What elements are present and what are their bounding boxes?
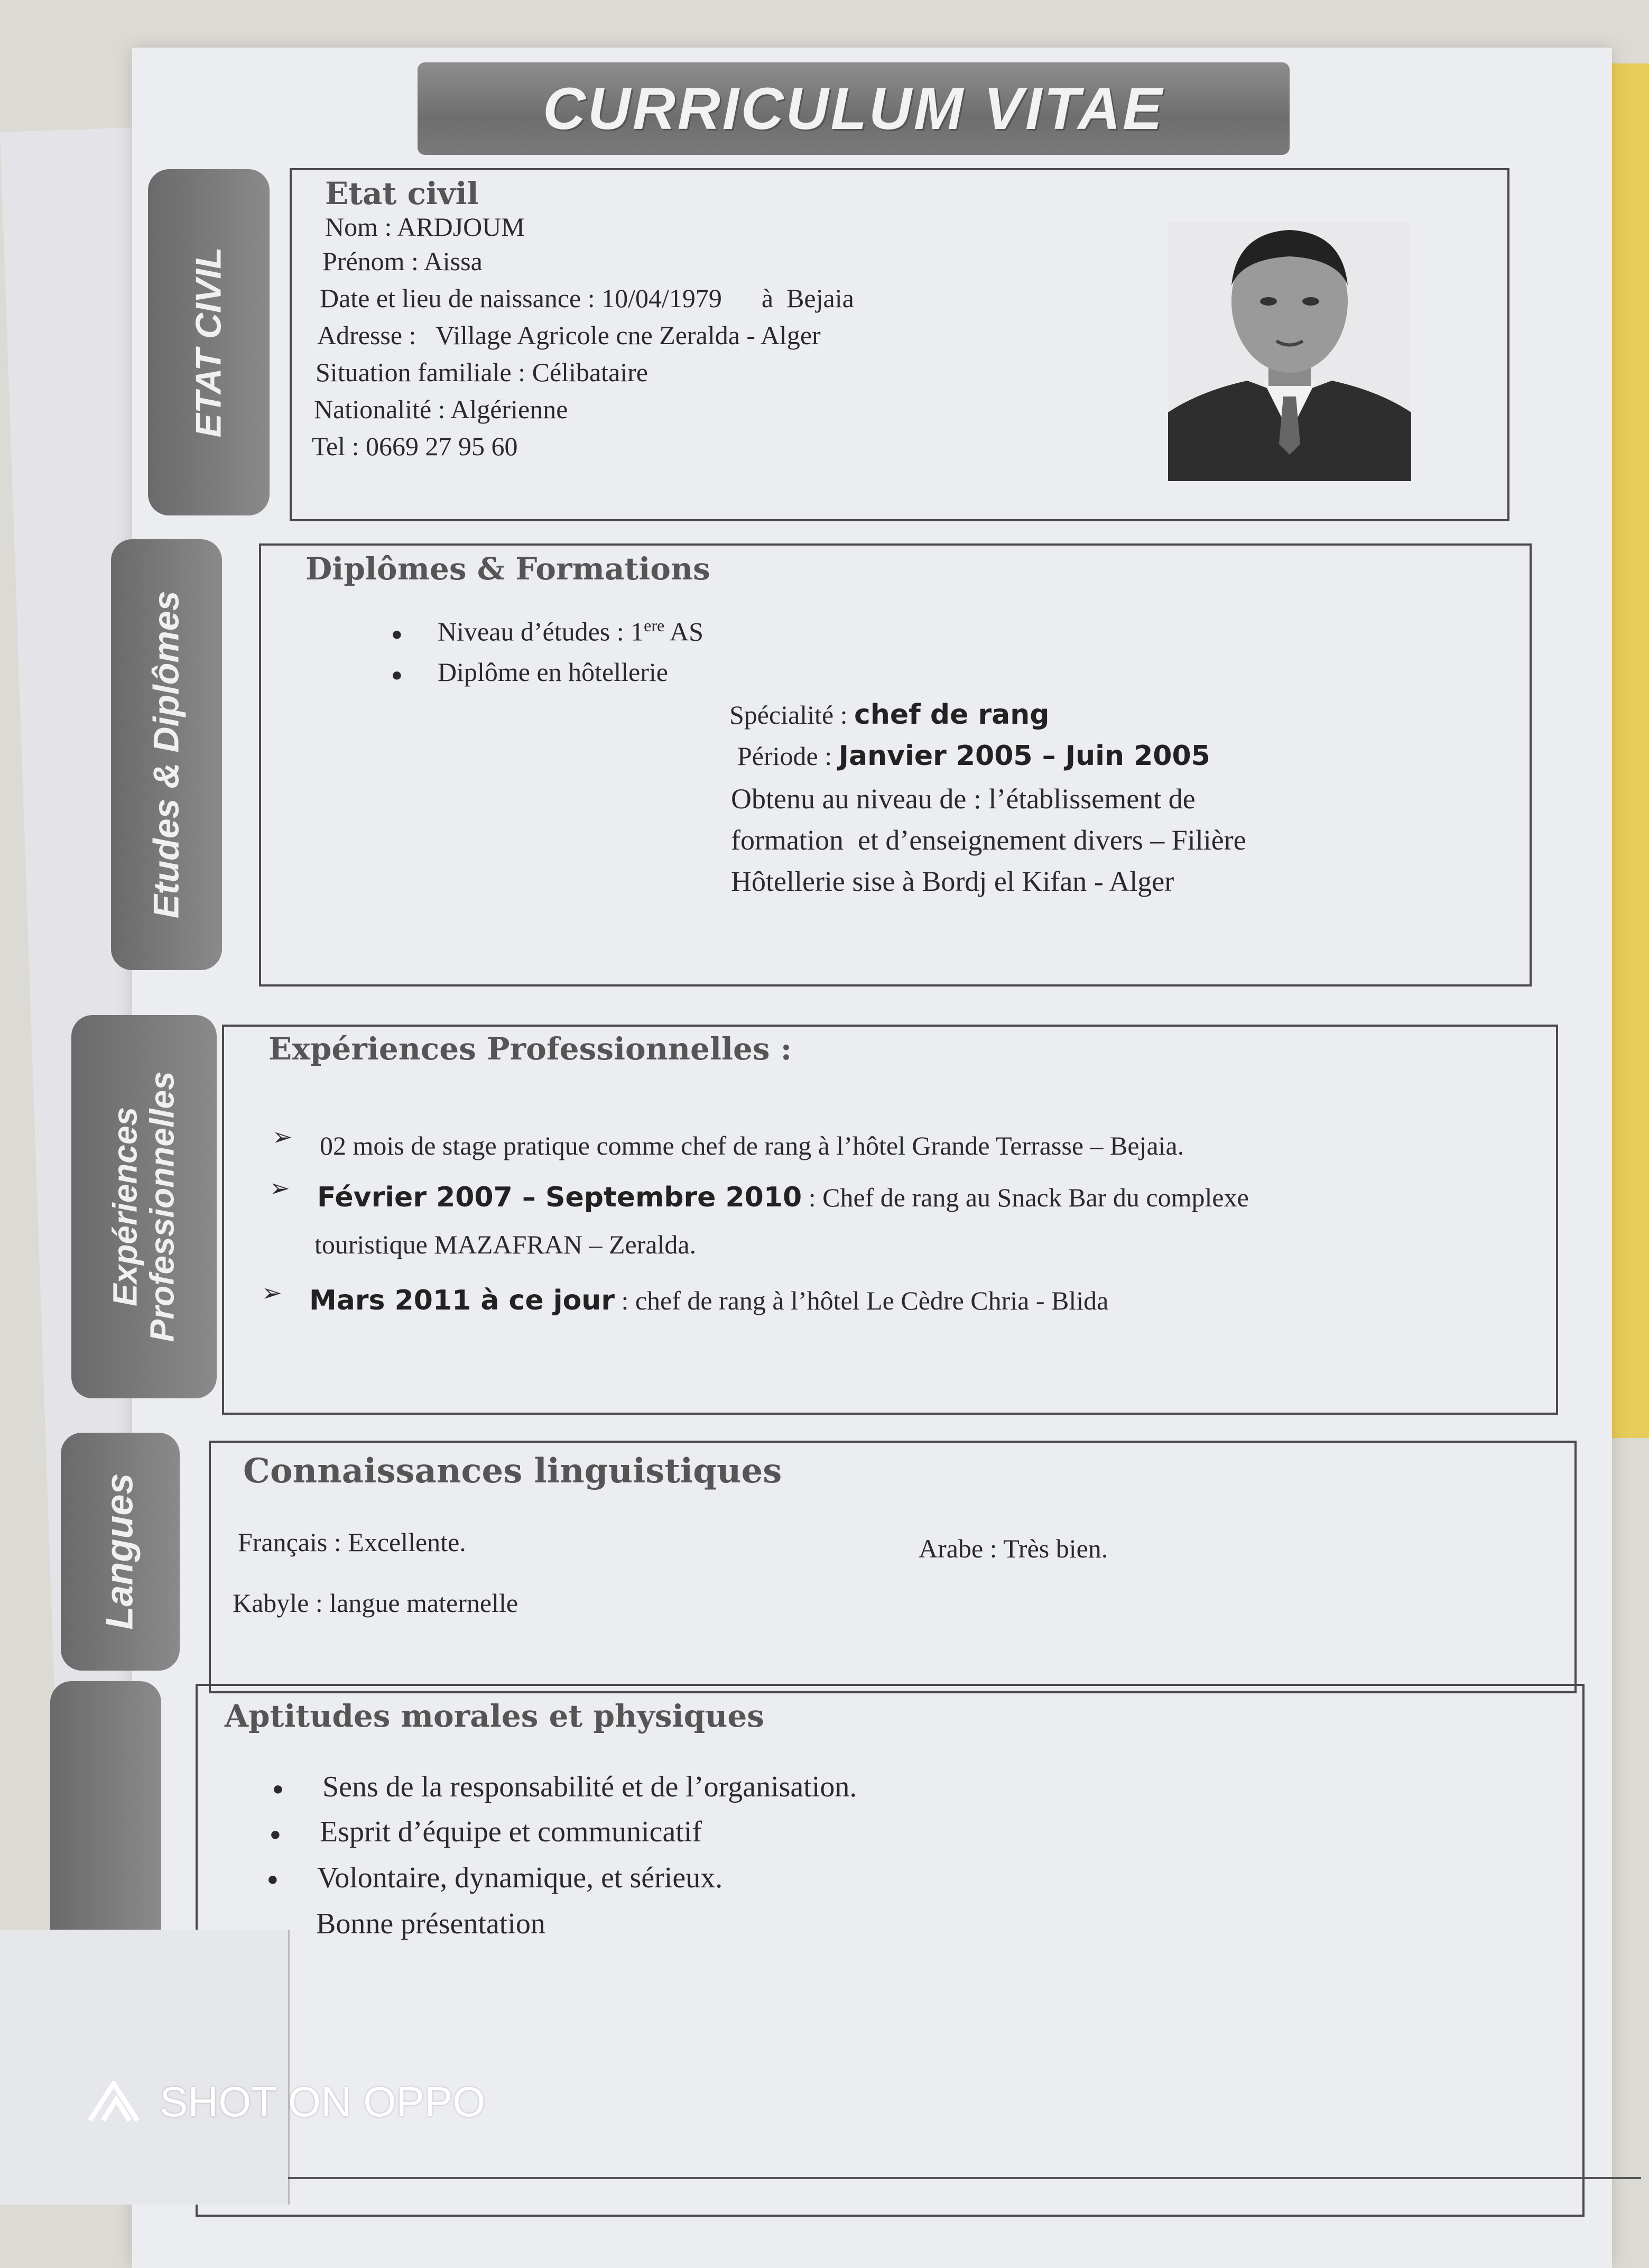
tab-langues-label: Langues bbox=[98, 1473, 141, 1630]
experience-2-cont: touristique MAZAFRAN – Zeralda. bbox=[314, 1230, 697, 1259]
aptitude-2: Esprit d’équipe et communicatif bbox=[320, 1815, 702, 1848]
bullet: ● bbox=[267, 1868, 279, 1889]
aptitude-1: Sens de la responsabilité et de l’organisation. bbox=[322, 1771, 857, 1803]
langues-title: Connaissances linguistiques bbox=[243, 1451, 782, 1491]
aptitude-3: Volontaire, dynamique, et sérieux. bbox=[317, 1861, 723, 1894]
nom: Nom : ARDJOUM bbox=[325, 212, 525, 242]
nationalite: Nationalité : Algérienne bbox=[314, 394, 568, 424]
obtenu-3: Hôtellerie sise à Bordj el Kifan - Alger bbox=[731, 865, 1174, 897]
arrow-bullet-icon: ➢ bbox=[262, 1279, 282, 1306]
obtenu-2: formation et d’enseignement divers – Filière bbox=[731, 824, 1246, 856]
specialite: Spécialité : chef de rang bbox=[729, 699, 1050, 731]
bullet: ● bbox=[391, 623, 403, 644]
cv-banner bbox=[418, 62, 1290, 155]
etat-civil-title: Etat civil bbox=[325, 176, 479, 211]
aptitudes-box bbox=[196, 1684, 1585, 2217]
bullet: ● bbox=[270, 1823, 281, 1845]
arrow-bullet-icon: ➢ bbox=[272, 1123, 293, 1150]
situation-familiale: Situation familiale : Célibataire bbox=[316, 357, 648, 387]
telephone: Tel : 0669 27 95 60 bbox=[312, 431, 518, 461]
date-naissance: Date et lieu de naissance : 10/04/1979 à Bejaia bbox=[320, 283, 854, 313]
tab-etat-civil bbox=[148, 169, 270, 515]
bullet: ● bbox=[391, 664, 403, 685]
tab-experiences-label: Expériences Professionnelles bbox=[106, 1071, 182, 1342]
experiences-title: Expériences Professionnelles : bbox=[268, 1031, 792, 1067]
bullet: ● bbox=[272, 1778, 284, 1799]
tab-divers bbox=[50, 1681, 161, 1956]
niveau-etudes: Niveau d’études : 1ere AS bbox=[438, 616, 703, 647]
experience-3: Mars 2011 à ce jour : chef de rang à l’hôtel Le Cèdre Chria - Blida bbox=[309, 1285, 1109, 1316]
tab-langues bbox=[61, 1433, 180, 1671]
overlapping-sheet bbox=[0, 1930, 290, 2205]
cv-title: CURRICULUM VITAE bbox=[543, 76, 1164, 142]
prenom: Prénom : Aissa bbox=[322, 246, 483, 276]
experience-2: Février 2007 – Septembre 2010 : Chef de rang au Snack Bar du complexe bbox=[317, 1182, 1249, 1213]
langue-francais: Français : Excellente. bbox=[238, 1527, 466, 1557]
diplome: Diplôme en hôtellerie bbox=[438, 657, 668, 687]
tab-etudes bbox=[111, 539, 222, 970]
tab-etat-civil-label: ETAT CIVIL bbox=[188, 247, 229, 438]
periode: Période : Janvier 2005 – Juin 2005 bbox=[737, 740, 1210, 772]
adresse: Adresse : Village Agricole cne Zeralda - Alger bbox=[317, 320, 821, 350]
profile-photo bbox=[1168, 222, 1411, 481]
divider bbox=[288, 2177, 1641, 2179]
tab-experiences bbox=[71, 1015, 217, 1398]
camera-watermark bbox=[85, 2078, 485, 2126]
experience-1: 02 mois de stage pratique comme chef de rang à l’hôtel Grande Terrasse – Bejaia. bbox=[320, 1131, 1184, 1160]
diplomes-title: Diplômes & Formations bbox=[305, 551, 710, 587]
watermark-text: SHOT ON OPPO bbox=[160, 2078, 486, 2125]
arrow-bullet-icon: ➢ bbox=[270, 1175, 290, 1202]
oppo-logo-icon bbox=[85, 2081, 148, 2123]
langue-arabe: Arabe : Très bien. bbox=[919, 1534, 1108, 1563]
aptitude-4: Bonne présentation bbox=[316, 1907, 545, 1940]
obtenu-1: Obtenu au niveau de : l’établissement de bbox=[731, 783, 1196, 815]
aptitudes-title: Aptitudes morales et physiques bbox=[225, 1698, 764, 1734]
experiences-box bbox=[222, 1025, 1558, 1415]
langue-kabyle: Kabyle : langue maternelle bbox=[233, 1588, 518, 1618]
tab-etudes-label: Etudes & Diplômes bbox=[146, 591, 187, 919]
